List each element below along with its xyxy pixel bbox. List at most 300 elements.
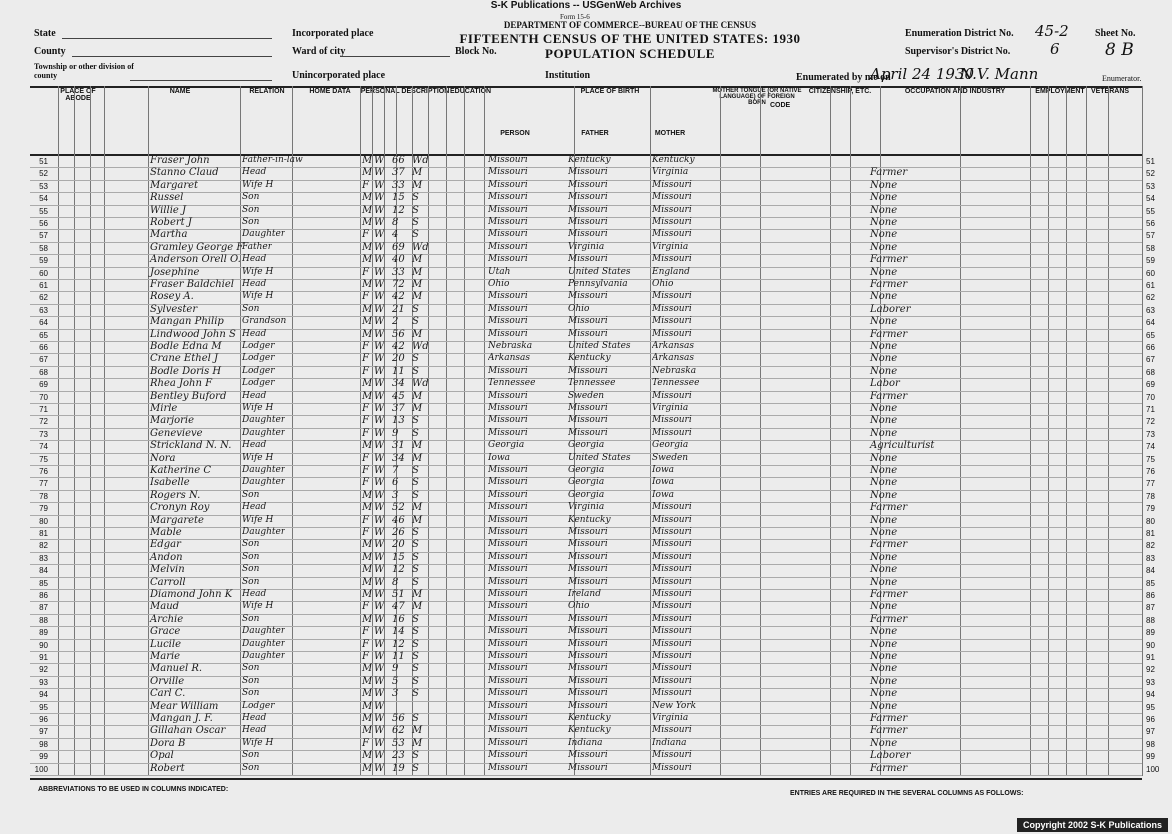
age: 37 xyxy=(392,403,405,414)
age: 8 xyxy=(392,217,399,228)
birthplace-person: Missouri xyxy=(488,217,528,227)
relation: Son xyxy=(242,204,260,215)
race: W xyxy=(374,217,385,228)
birthplace-father: Missouri xyxy=(568,179,608,190)
birthplace-father: Missouri xyxy=(568,365,608,376)
occupation: None xyxy=(870,365,898,377)
relation: Son xyxy=(242,551,260,562)
line-number: 56 xyxy=(1146,219,1155,228)
line-number: 56 xyxy=(39,219,48,228)
birthplace-mother: Missouri xyxy=(652,254,692,265)
marital-status: S xyxy=(412,217,419,228)
occupation: Laborer xyxy=(870,303,911,315)
age: 9 xyxy=(392,427,399,439)
column-rule xyxy=(1086,86,1087,776)
occupation: None xyxy=(870,601,898,613)
birthplace-father: Missouri xyxy=(568,167,608,178)
sheet-label: Sheet No. xyxy=(1095,28,1136,39)
birthplace-mother: England xyxy=(652,266,690,277)
enumerator-label: Enumerator. xyxy=(1102,74,1142,83)
line-number: 79 xyxy=(1146,504,1155,514)
occupation: None xyxy=(870,229,898,241)
relation: Lodger xyxy=(242,353,275,364)
age: 9 xyxy=(392,663,399,675)
column-rule xyxy=(74,86,75,776)
occupation: None xyxy=(870,489,898,501)
column-rule xyxy=(58,86,59,776)
line-number: 60 xyxy=(39,268,48,278)
footer xyxy=(30,778,1142,832)
birthplace-father: Missouri xyxy=(568,663,608,674)
line-number: 58 xyxy=(39,243,48,253)
line-number: 74 xyxy=(1146,442,1155,452)
sex: M xyxy=(362,576,373,588)
colhead-education: EDUCATION xyxy=(450,88,492,95)
marital-status: S xyxy=(412,316,419,328)
occupation: Farmer xyxy=(870,279,908,290)
colhead-citizenship: CITIZENSHIP, ETC. xyxy=(808,88,872,95)
relation: Son xyxy=(242,539,260,550)
birthplace-person: Missouri xyxy=(488,613,528,624)
relation: Grandson xyxy=(242,316,287,327)
line-number: 66 xyxy=(1146,343,1155,352)
birthplace-person: Missouri xyxy=(488,489,528,500)
marital-status: M xyxy=(412,440,423,452)
line-number: 59 xyxy=(1146,256,1155,266)
ward-label: Ward of city xyxy=(292,46,346,57)
line-number: 95 xyxy=(39,702,48,712)
birthplace-mother: Missouri xyxy=(652,688,692,699)
person-name: Rosey A. xyxy=(150,291,194,303)
person-name: Anderson Orell O. xyxy=(150,254,241,266)
sex: M xyxy=(362,750,373,762)
birthplace-mother: Missouri xyxy=(652,638,692,649)
race: W xyxy=(374,403,385,414)
birthplace-father: Missouri xyxy=(568,328,608,339)
line-number: 64 xyxy=(1146,318,1155,328)
sex: M xyxy=(362,564,373,576)
sex: F xyxy=(362,514,369,526)
race: W xyxy=(374,601,385,613)
line-number: 65 xyxy=(39,330,48,340)
occupation: None xyxy=(870,353,898,365)
line-number: 87 xyxy=(39,603,48,613)
age: 11 xyxy=(392,365,405,377)
relation: Head xyxy=(242,725,267,736)
age: 26 xyxy=(392,527,405,538)
birthplace-person: Iowa xyxy=(488,452,511,463)
line-number: 76 xyxy=(39,467,48,476)
birthplace-person: Missouri xyxy=(488,291,528,302)
sex: M xyxy=(362,217,373,228)
person-name: Rogers N. xyxy=(150,489,201,501)
marital-status: S xyxy=(412,192,419,204)
column-rule xyxy=(650,86,651,776)
birthplace-person: Missouri xyxy=(488,601,528,612)
birthplace-father: Missouri xyxy=(568,539,608,550)
birthplace-mother: Missouri xyxy=(652,427,692,438)
relation: Head xyxy=(242,440,267,451)
relation: Daughter xyxy=(242,527,286,537)
race: W xyxy=(374,378,385,390)
line-number: 91 xyxy=(39,653,48,662)
line-number: 63 xyxy=(39,305,48,315)
footer-entries: ENTRIES ARE REQUIRED IN THE SEVERAL COLUMNS AS FOLLOWS: xyxy=(790,790,1024,797)
race: W xyxy=(374,551,385,563)
sex: M xyxy=(362,725,373,737)
line-number: 85 xyxy=(39,578,48,588)
person-name: Katherine C xyxy=(150,465,211,476)
line-number: 85 xyxy=(1146,578,1155,588)
line-number: 88 xyxy=(39,615,48,625)
age: 42 xyxy=(392,341,405,352)
line-number: 74 xyxy=(39,442,48,452)
birthplace-person: Georgia xyxy=(488,440,525,451)
birthplace-mother: Iowa xyxy=(652,465,675,475)
line-number: 52 xyxy=(1146,169,1155,179)
race: W xyxy=(374,725,385,737)
person-name: Cronyn Roy xyxy=(150,502,210,514)
birthplace-person: Missouri xyxy=(488,551,528,562)
sex: F xyxy=(362,477,369,489)
line-number: 77 xyxy=(39,479,48,489)
birthplace-person: Nebraska xyxy=(488,341,533,351)
sex: F xyxy=(362,403,369,414)
line-number: 94 xyxy=(39,690,48,700)
occupation: None xyxy=(870,663,898,675)
person-name: Grace xyxy=(150,626,181,638)
sex: M xyxy=(362,316,373,328)
line-number: 92 xyxy=(1146,665,1155,675)
race: W xyxy=(374,688,385,700)
person-name: Mirle xyxy=(150,403,178,414)
line-number: 63 xyxy=(1146,305,1155,315)
occupation: None xyxy=(870,700,898,712)
occupation: None xyxy=(870,477,898,489)
marital-status: S xyxy=(412,663,419,675)
relation: Son xyxy=(242,613,260,624)
birthplace-mother: Missouri xyxy=(652,564,692,575)
marital-status: S xyxy=(412,613,419,625)
relation: Daughter xyxy=(242,638,286,649)
institution-label: Institution xyxy=(545,70,591,81)
birthplace-mother: Georgia xyxy=(652,440,689,451)
birthplace-mother: Missouri xyxy=(652,601,692,612)
race: W xyxy=(374,663,385,675)
line-number: 55 xyxy=(1146,206,1155,216)
birthplace-person: Missouri xyxy=(488,155,528,165)
person-name: Crane Ethel J xyxy=(150,353,218,365)
age: 34 xyxy=(392,378,405,390)
subhead-father: FATHER xyxy=(581,130,609,137)
race: W xyxy=(374,713,385,724)
marital-status: Wd xyxy=(412,378,429,390)
race: W xyxy=(374,229,385,241)
birthplace-person: Missouri xyxy=(488,638,528,649)
birthplace-father: Missouri xyxy=(568,403,608,413)
race: W xyxy=(374,626,385,638)
person-name: Bodle Doris H xyxy=(150,365,222,377)
race: W xyxy=(374,589,385,600)
line-number: 72 xyxy=(1146,417,1155,427)
relation: Daughter xyxy=(242,229,286,240)
sex: M xyxy=(362,303,373,315)
line-number: 84 xyxy=(39,566,48,576)
marital-status: M xyxy=(412,502,423,514)
line-number: 90 xyxy=(39,640,48,650)
race: W xyxy=(374,638,385,650)
marital-status: M xyxy=(412,390,423,402)
person-name: Opal xyxy=(150,750,174,762)
birthplace-father: Georgia xyxy=(568,440,605,451)
occupation: Farmer xyxy=(870,390,908,402)
race: W xyxy=(374,750,385,762)
birthplace-mother: Missouri xyxy=(652,217,692,227)
birthplace-father: Missouri xyxy=(568,204,608,215)
birthplace-father: Indiana xyxy=(568,737,603,748)
column-rule xyxy=(104,86,105,776)
age: 69 xyxy=(392,241,405,253)
person-name: Bentley Buford xyxy=(150,390,227,402)
line-number: 65 xyxy=(1146,330,1155,340)
census-title: FIFTEENTH CENSUS OF THE UNITED STATES: 1930 xyxy=(459,31,801,46)
race: W xyxy=(374,415,385,427)
person-name: Marjorie xyxy=(150,415,194,427)
birthplace-person: Missouri xyxy=(488,390,528,401)
enum-district-value: 45-2 xyxy=(1035,22,1069,40)
occupation: None xyxy=(870,465,898,476)
birthplace-father: Missouri xyxy=(568,415,608,426)
race: W xyxy=(374,465,385,476)
birthplace-father: Ohio xyxy=(568,601,590,612)
age: 72 xyxy=(392,279,405,290)
age: 20 xyxy=(392,539,405,551)
line-number: 83 xyxy=(1146,553,1155,563)
marital-status: S xyxy=(412,675,419,687)
birthplace-person: Missouri xyxy=(488,737,528,748)
age: 12 xyxy=(392,564,405,576)
occupation: None xyxy=(870,415,898,427)
line-number: 71 xyxy=(39,405,48,414)
occupation: None xyxy=(870,564,898,576)
occupation: None xyxy=(870,514,898,526)
copyright: Copyright 2002 S-K Publications xyxy=(1017,818,1168,832)
birthplace-person: Missouri xyxy=(488,241,528,252)
marital-status: M xyxy=(412,589,423,600)
age: 56 xyxy=(392,328,405,340)
county-label: County xyxy=(34,46,66,57)
relation: Wife H xyxy=(242,266,274,277)
birthplace-person: Missouri xyxy=(488,204,528,215)
line-number: 87 xyxy=(1146,603,1155,613)
line-number: 53 xyxy=(1146,181,1155,191)
birthplace-mother: Missouri xyxy=(652,613,692,624)
birthplace-person: Missouri xyxy=(488,651,528,661)
line-number: 86 xyxy=(1146,591,1155,600)
sex: F xyxy=(362,341,369,352)
sex: F xyxy=(362,266,369,278)
colhead-code: CODE xyxy=(770,102,791,109)
birthplace-father: Georgia xyxy=(568,477,605,488)
line-number: 54 xyxy=(39,194,48,204)
occupation: Laborer xyxy=(870,750,911,762)
person-name: Edgar xyxy=(150,539,181,551)
sex: M xyxy=(362,390,373,402)
block-label: Block No. xyxy=(455,46,497,57)
person-name: Andon xyxy=(150,551,183,563)
line-number: 80 xyxy=(39,516,48,526)
marital-status: M xyxy=(412,266,423,278)
column-rule xyxy=(446,86,447,776)
margin-annotation xyxy=(1152,180,1170,260)
age: 2 xyxy=(392,316,399,328)
person-name: Maud xyxy=(150,601,180,613)
line-number: 58 xyxy=(1146,243,1155,253)
race: W xyxy=(374,440,385,452)
line-number: 99 xyxy=(39,752,48,762)
race: W xyxy=(374,316,385,328)
marital-status: S xyxy=(412,477,419,489)
marital-status: M xyxy=(412,737,423,749)
birthplace-father: Missouri xyxy=(568,613,608,624)
relation: Daughter xyxy=(242,651,286,661)
occupation: None xyxy=(870,316,898,328)
birthplace-mother: Missouri xyxy=(652,303,692,314)
occupation: Farmer xyxy=(870,762,908,774)
birthplace-father: Ohio xyxy=(568,303,590,314)
relation: Son xyxy=(242,688,260,699)
form-number: Form 15-6 xyxy=(560,13,590,21)
marital-status: Wd xyxy=(412,341,429,352)
relation: Wife H xyxy=(242,179,274,190)
line-number: 93 xyxy=(39,677,48,687)
enumerator-name: N.V. Mann xyxy=(960,65,1039,83)
birthplace-father: Virginia xyxy=(568,241,605,252)
sex: M xyxy=(362,713,373,724)
sex: F xyxy=(362,353,369,365)
sex: M xyxy=(362,675,373,687)
column-rule xyxy=(1030,86,1031,776)
birthplace-person: Missouri xyxy=(488,328,528,339)
line-number: 66 xyxy=(39,343,48,352)
marital-status: S xyxy=(412,688,419,700)
occupation: Farmer xyxy=(870,613,908,625)
person-name: Carl C. xyxy=(150,688,186,700)
marital-status: S xyxy=(412,713,419,724)
birthplace-person: Missouri xyxy=(488,403,528,413)
line-number: 82 xyxy=(1146,541,1155,551)
birthplace-father: Missouri xyxy=(568,651,608,661)
column-rule xyxy=(90,86,91,776)
person-name: Melvin xyxy=(150,564,185,576)
birthplace-mother: Virginia xyxy=(652,167,689,178)
relation: Son xyxy=(242,762,260,773)
line-number: 97 xyxy=(39,727,48,737)
age: 11 xyxy=(392,651,405,662)
relation: Head xyxy=(242,390,267,401)
occupation: None xyxy=(870,403,898,414)
race: W xyxy=(374,341,385,352)
birthplace-person: Missouri xyxy=(488,465,528,475)
relation: Son xyxy=(242,192,260,203)
sheet-value: 8 B xyxy=(1105,40,1134,60)
sex: M xyxy=(362,378,373,390)
supervisor-district-value: 6 xyxy=(1050,40,1060,58)
column-rule xyxy=(1048,86,1049,776)
line-number: 76 xyxy=(1146,467,1155,476)
person-name: Strickland N. N. xyxy=(150,440,232,452)
row-rule xyxy=(30,775,1142,776)
birthplace-mother: Missouri xyxy=(652,539,692,550)
incorporated-label: Incorporated place xyxy=(292,28,374,39)
birthplace-person: Missouri xyxy=(488,477,528,488)
enumerated-by-label: Enumerated by me on xyxy=(796,72,891,83)
marital-status: Wd xyxy=(412,155,429,166)
race: W xyxy=(374,762,385,774)
line-number: 72 xyxy=(39,417,48,427)
birthplace-person: Missouri xyxy=(488,688,528,699)
line-number: 70 xyxy=(1146,392,1155,402)
column-rule xyxy=(720,86,721,776)
marital-status: M xyxy=(412,514,423,526)
age: 33 xyxy=(392,179,405,191)
line-number: 75 xyxy=(1146,454,1155,464)
birthplace-mother: Arkansas xyxy=(652,341,695,351)
line-number: 98 xyxy=(39,739,48,749)
birthplace-father: Kentucky xyxy=(568,514,611,525)
colhead-veterans: VETERANS xyxy=(1090,88,1130,95)
sex: M xyxy=(362,241,373,253)
age: 8 xyxy=(392,576,399,588)
birthplace-mother: Missouri xyxy=(652,502,692,513)
relation: Wife H xyxy=(242,514,274,525)
birthplace-father: Missouri xyxy=(568,217,608,227)
line-number: 59 xyxy=(39,256,48,266)
person-name: Bodle Edna M xyxy=(150,341,222,352)
birthplace-person: Missouri xyxy=(488,167,528,178)
unincorporated-label: Unincorporated place xyxy=(292,70,386,81)
birthplace-father: Georgia xyxy=(568,465,605,475)
age: 14 xyxy=(392,626,405,638)
occupation: None xyxy=(870,241,898,253)
line-number: 77 xyxy=(1146,479,1155,489)
sex: M xyxy=(362,440,373,452)
birthplace-person: Missouri xyxy=(488,675,528,686)
person-name: Dora B xyxy=(150,737,186,749)
birthplace-person: Missouri xyxy=(488,725,528,736)
column-rule xyxy=(760,86,761,776)
race: W xyxy=(374,514,385,526)
birthplace-mother: Missouri xyxy=(652,514,692,525)
line-number: 57 xyxy=(1146,231,1155,241)
age: 19 xyxy=(392,762,405,774)
sex: M xyxy=(362,551,373,563)
colhead-employment: EMPLOYMENT xyxy=(1035,88,1085,95)
birthplace-father: Missouri xyxy=(568,762,608,773)
line-number: 62 xyxy=(39,293,48,303)
occupation: None xyxy=(870,266,898,278)
race: W xyxy=(374,527,385,538)
marital-status: M xyxy=(412,254,423,266)
race: W xyxy=(374,167,385,179)
line-number: 67 xyxy=(1146,355,1155,365)
line-number: 88 xyxy=(1146,615,1155,625)
colhead-relation: RELATION xyxy=(249,88,285,95)
marital-status: M xyxy=(412,291,423,303)
relation: Son xyxy=(242,303,260,314)
person-name: Mear William xyxy=(150,700,219,712)
occupation: Farmer xyxy=(870,725,908,737)
